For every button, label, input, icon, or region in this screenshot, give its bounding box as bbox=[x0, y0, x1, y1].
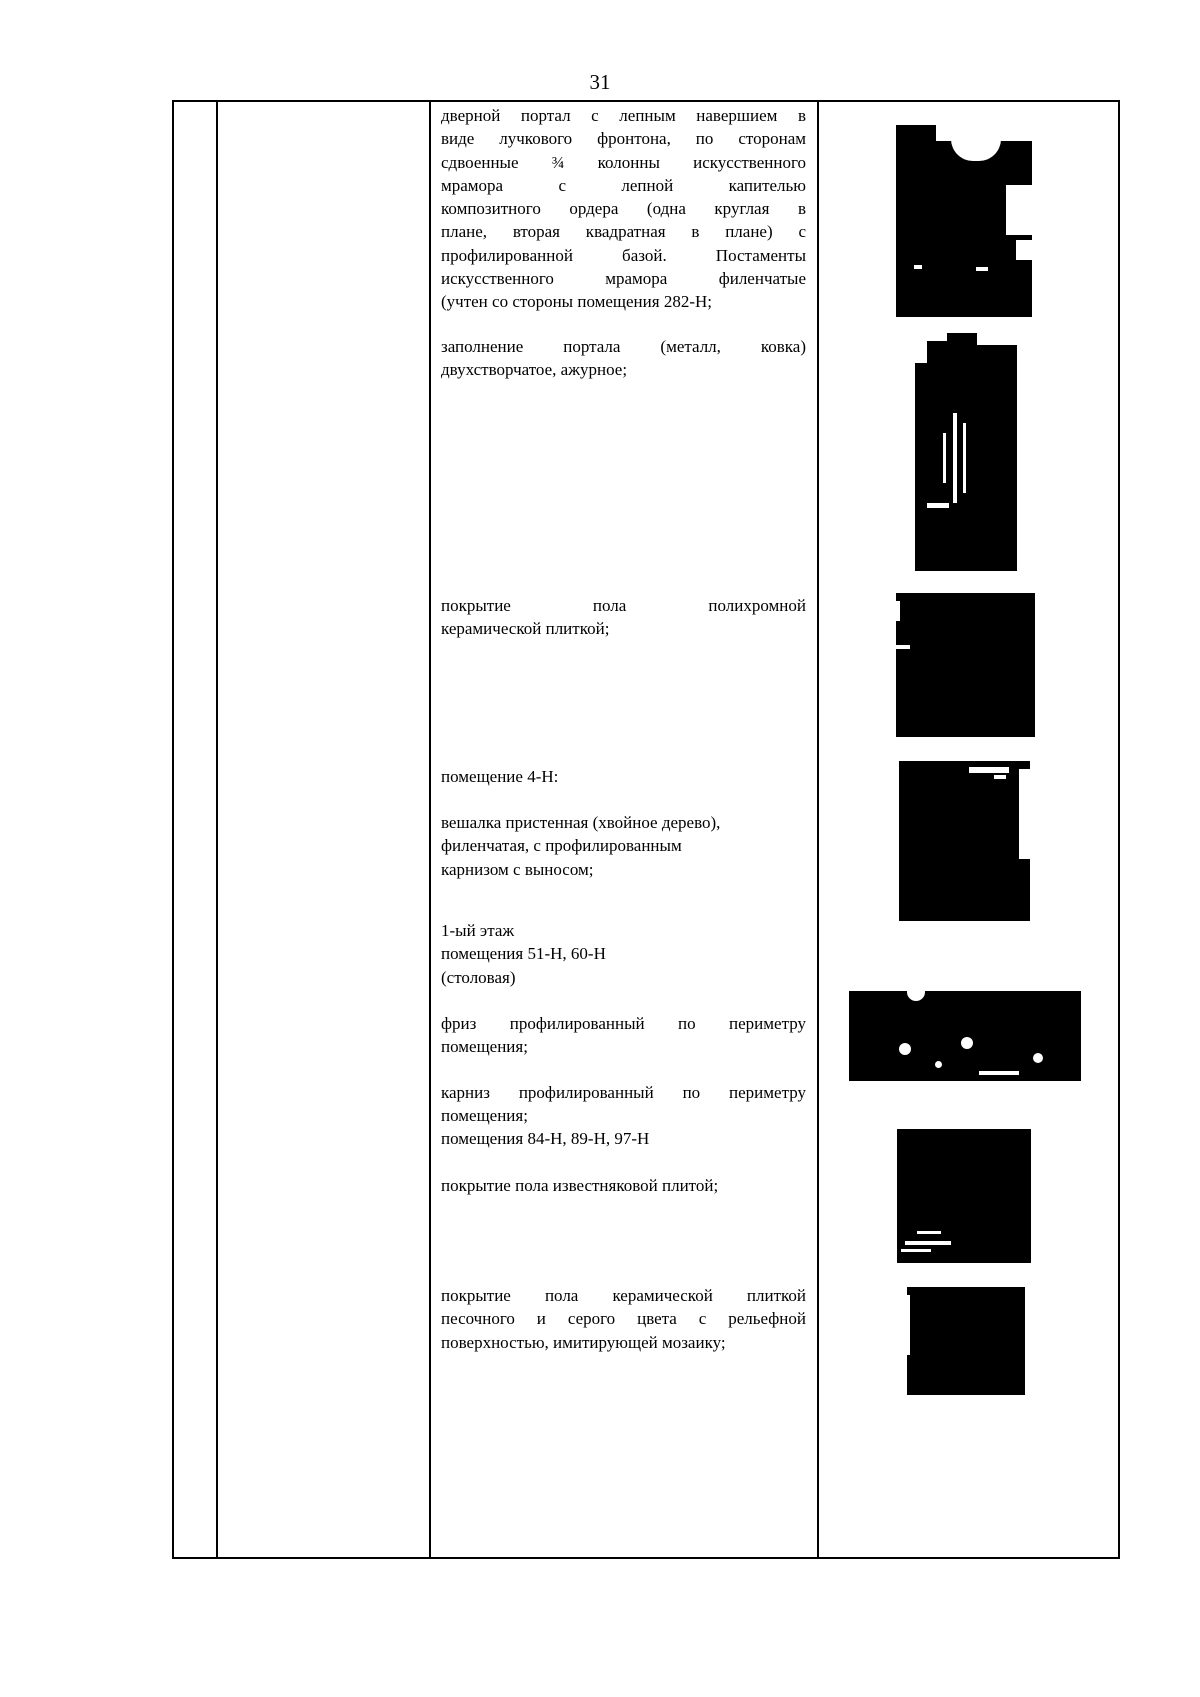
entry-polychrome-floor: покрытие пола полихромной керамической плиткой; bbox=[441, 596, 806, 639]
table-column-divider-3 bbox=[817, 100, 819, 1559]
entry-cornice: карниз профилированный по периметру помещения; bbox=[441, 1083, 806, 1126]
entry-wall-hanger: вешалка пристенная (хвойное дерево), филенчатая, с профилированным карнизом с выносом; bbox=[441, 813, 721, 879]
table-border-right bbox=[1118, 100, 1120, 1559]
photo-frieze bbox=[849, 991, 1081, 1081]
entry-limestone-floor: покрытие пола известняковой плитой; bbox=[441, 1176, 719, 1195]
entry-rooms-84n-89n-97n: помещения 84-Н, 89-Н, 97-Н bbox=[441, 1129, 650, 1148]
photo-door-portal bbox=[896, 125, 1032, 317]
table-border-top bbox=[172, 100, 1120, 102]
entry-frieze: фриз профилированный по периметру помещения; bbox=[441, 1014, 806, 1057]
table-column-divider-1 bbox=[216, 100, 218, 1559]
photo-portal-filling bbox=[915, 333, 1017, 571]
table-border-bottom bbox=[172, 1557, 1120, 1559]
photo-wall-hanger bbox=[899, 761, 1030, 921]
entry-first-floor: 1-ый этаж помещения 51-Н, 60-Н (столовая) bbox=[441, 921, 606, 987]
page-number: 31 bbox=[589, 70, 611, 94]
entry-portal-filling: заполнение портала (металл, ковка) двухстворчатое, ажурное; bbox=[441, 337, 806, 380]
photo-ceramic-mosaic-floor bbox=[907, 1287, 1025, 1395]
table-border-left bbox=[172, 100, 174, 1559]
table-column-divider-2 bbox=[429, 100, 431, 1559]
photo-polychrome-floor bbox=[896, 593, 1035, 737]
photo-limestone-floor bbox=[897, 1129, 1031, 1263]
entry-ceramic-mosaic-floor: покрытие пола керамической плиткой песочного и серого цвета с рельефной поверхностью, имитирующей мозаику; bbox=[441, 1286, 806, 1352]
entry-room-4n: помещение 4-Н: bbox=[441, 767, 559, 786]
entry-door-portal: дверной портал с лепным навершием в виде лучкового фронтона, по сторонам сдвоенные ¾ колонны искусственного мрамора с лепной капителью композитного ордера (одна круглая в плане, вторая квадратная в плане) с профилированной базой. Постаменты искусственного мрамора филенчатые (учтен со стороны помещения 282-Н; bbox=[441, 106, 806, 312]
